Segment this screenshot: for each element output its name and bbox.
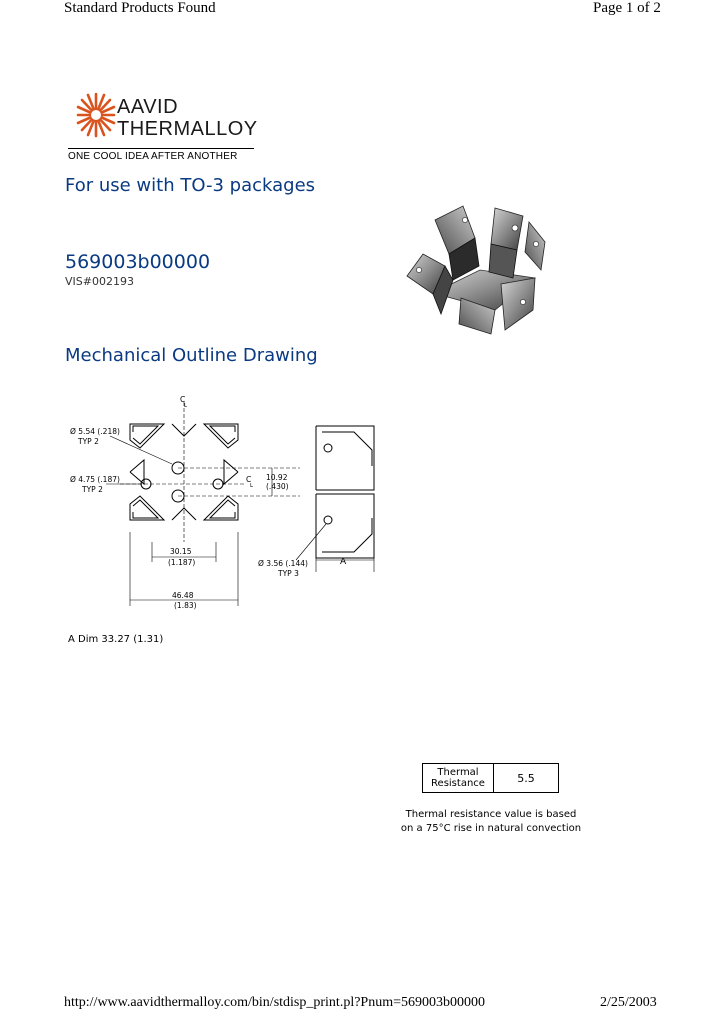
footer-date: 2/25/2003 (600, 995, 657, 1010)
header-title: Standard Products Found (64, 0, 216, 16)
vis-number: VIS#002193 (65, 275, 134, 288)
hole-small-callout: Ø 5.54 (.218) (70, 427, 120, 436)
thermal-resistance-label (423, 764, 494, 793)
dim-outer-mm: 46.48 (172, 591, 194, 600)
dim-vert-in: (.430) (266, 482, 289, 491)
dim-outer-in: (1.83) (174, 601, 197, 610)
thermal-label-line-1: Thermal (437, 767, 479, 778)
hole-side-callout: Ø 3.56 (.144) (258, 559, 308, 568)
page-number: Page 1 of 2 (593, 0, 661, 16)
part-number: 569003b00000 (65, 251, 211, 273)
heatsink-product-image (405, 198, 565, 338)
centerline-top-sub: L (184, 403, 188, 409)
package-title: For use with TO-3 packages (65, 175, 316, 196)
thermal-label-line-2: Resistance (431, 778, 485, 789)
centerline-top-label: C (180, 395, 186, 404)
dim-vert-mm: 10.92 (266, 473, 288, 482)
thermal-note: Thermal resistance value is based on a 75°C rise in natural convection (400, 809, 582, 834)
hole-mid-typ: TYP 2 (82, 485, 103, 494)
a-dimension-value: A Dim 33.27 (1.31) (68, 634, 164, 645)
hole-mid-callout: Ø 4.75 (.187) (70, 475, 120, 484)
thermal-resistance-value: 5.5 (494, 764, 559, 793)
logo-line-2: THERMALLOY (117, 118, 258, 140)
logo-tagline: ONE COOL IDEA AFTER ANOTHER (68, 151, 238, 162)
mechanical-outline-drawing (60, 392, 390, 614)
tagline-rule (68, 148, 254, 149)
dim-inner-in: (1.187) (168, 558, 196, 567)
a-dimension-label: A (340, 557, 347, 567)
hole-small-typ: TYP 2 (78, 437, 99, 446)
centerline-side-label: C (246, 475, 252, 484)
thermal-resistance-table (422, 763, 559, 793)
footer-url[interactable]: http://www.aavidthermalloy.com/bin/stdisp_print.pl?Pnum=569003b00000 (64, 995, 485, 1010)
hole-side-typ: TYP 3 (278, 569, 299, 578)
dim-inner-mm: 30.15 (170, 547, 192, 556)
centerline-side-sub: L (250, 483, 254, 489)
logo-line-1: AAVID (117, 96, 179, 118)
aavid-starburst-logo-icon (76, 92, 116, 138)
section-title: Mechanical Outline Drawing (65, 345, 318, 366)
